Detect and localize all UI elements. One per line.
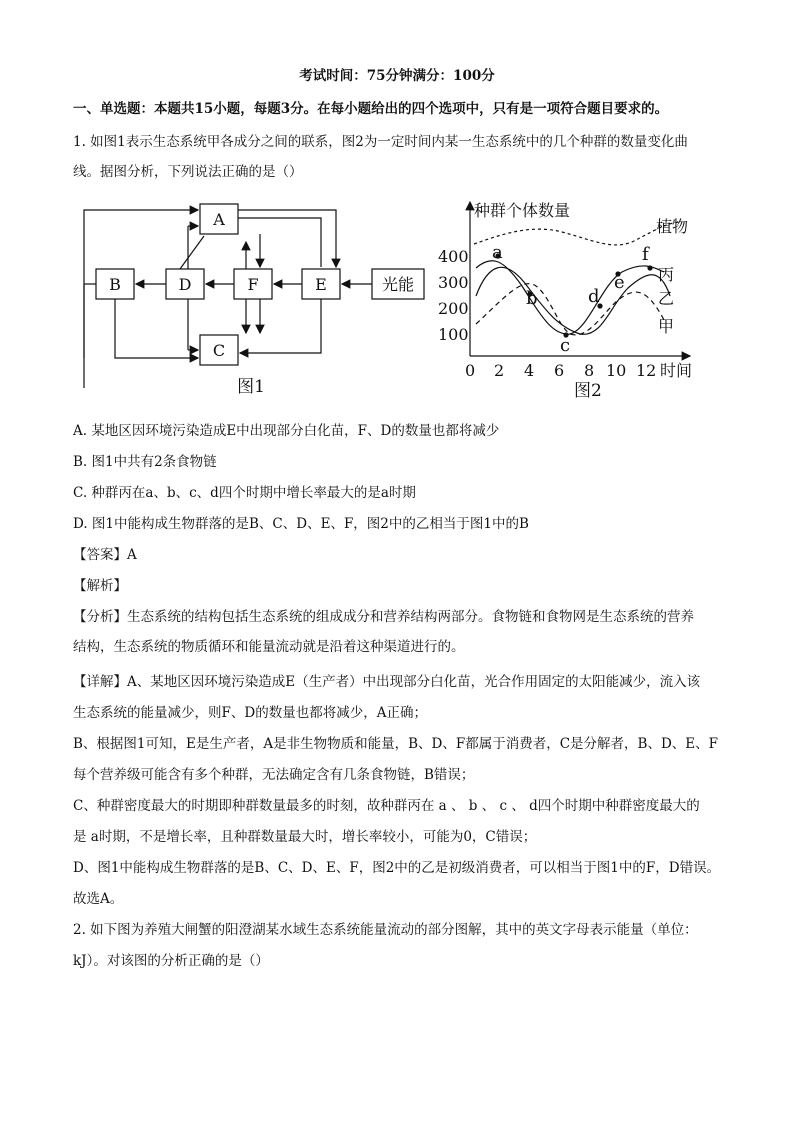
q1-detail-line8: 故选A。 — [73, 891, 124, 907]
point-label-e: e — [614, 272, 625, 293]
xtick-2: 2 — [494, 361, 505, 380]
q1-option-c: C. 种群丙在a、b、c、d四个时期中增长率最大的是a时期 — [73, 485, 416, 501]
xtick-10: 10 — [606, 361, 627, 380]
series-label-plant: 植物 — [656, 217, 689, 236]
xtick-0: 0 — [465, 361, 476, 380]
figure-1-caption: 图1 — [237, 377, 265, 397]
q1-answer: 【答案】A — [73, 547, 137, 563]
q1-detail-line2: 生态系统的能量减少，则F、D的数量也都将减少，A正确； — [73, 705, 427, 721]
chart-ylabel: 种群个体数量 — [474, 201, 571, 220]
q1-detail-line4: 每个营养级可能含有多个种群，无法确定含有几条食物链，B错误； — [73, 767, 475, 783]
figure-1-diagram — [76, 198, 431, 403]
ytick-400: 400 — [438, 247, 469, 266]
q1-fenxi-line2: 结构，生态系统的物质循环和能量流动就是沿着这种渠道进行的。 — [73, 639, 465, 655]
q1-fenxi-line1: 【分析】生态系统的结构包括生态系统的组成成分和营养结构两部分。食物链和食物网是生态系统的营养 — [73, 609, 694, 625]
q1-stem-line2: 线。据图分析，下列说法正确的是（） — [73, 164, 303, 180]
q2-stem-line1: 2. 如下图为养殖大闸蟹的阳澄湖某水域生态系统能量流动的部分图解，其中的英文字母表示能量（单位： — [73, 922, 698, 938]
point-label-d: d — [588, 286, 600, 307]
exam-info: 考试时间：75分钟满分：100分 — [299, 68, 495, 84]
label-e: E — [315, 275, 327, 294]
q1-detail-line1: 【详解】A、某地区因环境污染造成E（生产者）中出现部分白化苗，光合作用固定的太阳能减少，流入该 — [73, 674, 701, 690]
ytick-200: 200 — [438, 299, 469, 318]
xtick-6: 6 — [554, 361, 565, 380]
label-b: B — [109, 275, 121, 294]
q1-detail-line7: D、图1中能构成生物群落的是B、C、D、E、F，图2中的乙是初级消费者，可以相当于图1中的F，D错误。 — [73, 860, 721, 876]
figure-2-caption: 图2 — [574, 381, 602, 401]
q1-option-d: D. 图1中能构成生物群落的是B、C、D、E、F，图2中的乙相当于图1中的B — [73, 516, 529, 532]
figure-2-chart — [432, 196, 702, 406]
q1-detail-line5: C、种群密度最大的时期即种群数量最多的时刻，故种群丙在 a 、 b 、 c 、 d四个时期中种群密度最大的 — [73, 798, 700, 814]
series-label-jia: 甲 — [658, 317, 675, 336]
q1-option-b: B. 图1中共有2条食物链 — [73, 454, 217, 470]
q1-stem-line1: 1. 如图1表示生态系统甲各成分之间的联系，图2为一定时间内某一生态系统中的几个种群的数量变化曲 — [73, 134, 688, 150]
section-title: 一、单选题：本题共15小题，每题3分。在每小题给出的四个选项中，只有是一项符合题目要求的。 — [73, 101, 669, 117]
q1-detail-line3: B、根据图1可知，E是生产者，A是非生物物质和能量，B、D、F都属于消费者，C是分解者，B、D、E、F — [73, 736, 719, 752]
ytick-100: 100 — [438, 325, 469, 344]
label-light: 光能 — [381, 275, 415, 294]
ytick-300: 300 — [438, 273, 469, 292]
xtick-8: 8 — [584, 361, 595, 380]
point-label-f: f — [642, 244, 649, 265]
xtick-12: 12 — [636, 361, 657, 380]
q1-option-a: A. 某地区因环境污染造成E中出现部分白化苗，F、D的数量也都将减少 — [73, 423, 500, 439]
q2-stem-line2: kJ）。对该图的分析正确的是（） — [73, 953, 269, 969]
label-d: D — [178, 275, 192, 294]
series-label-bing: 丙 — [658, 265, 675, 284]
point-label-b: b — [526, 288, 538, 309]
label-c: C — [212, 341, 226, 360]
label-f: F — [247, 275, 259, 294]
label-a: A — [213, 210, 225, 229]
point-label-c: c — [560, 335, 571, 356]
series-label-yi: 乙 — [658, 289, 675, 308]
chart-xlabel: 时间 — [660, 361, 693, 380]
point-label-a: a — [492, 242, 503, 263]
xtick-4: 4 — [524, 361, 535, 380]
q1-detail-line6: 是 a时期，不是增长率，且种群数量最大时，增长率较小，可能为0，C错误； — [73, 829, 537, 845]
q1-analysis-title: 【解析】 — [73, 578, 127, 594]
